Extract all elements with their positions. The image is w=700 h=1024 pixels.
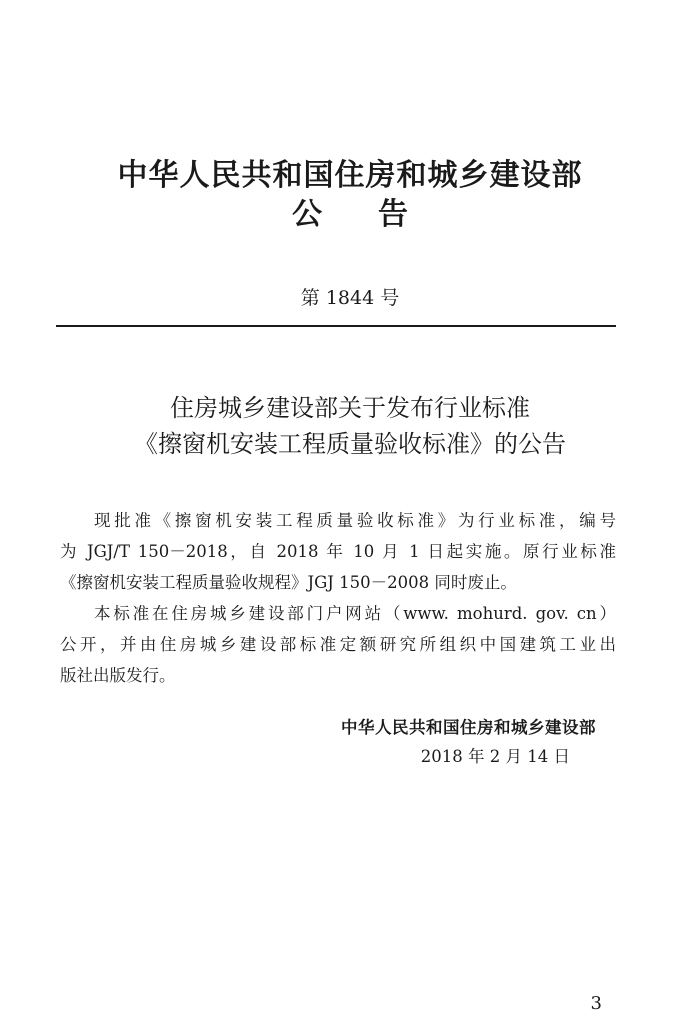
signature-date: 2018 年 2 月 14 日 — [420, 747, 570, 766]
divider-line — [56, 325, 616, 327]
notice-title-line-1: 住房城乡建设部关于发布行业标准 — [170, 394, 530, 422]
paragraph-2-line-2: 公开，并由住房城乡建设部标准定额研究所组织中国建筑工业出 — [60, 635, 616, 654]
paragraph-1-line-3: 《擦窗机安装工程质量验收规程》JGJ 150－2008 同时废止。 — [60, 573, 517, 592]
paragraph-2-line-3: 版社出版发行。 — [60, 666, 176, 685]
notice-title-line-2: 《擦窗机安装工程质量验收标准》的公告 — [134, 430, 566, 458]
page-number: 3 — [590, 993, 602, 1014]
paragraph-2-line-1: 本标准在住房城乡建设部门户网站（www. mohurd. gov. cn） — [94, 604, 616, 623]
ministry-heading: 中华人民共和国住房和城乡建设部 — [117, 158, 583, 193]
paragraph-1-line-1: 现批准《擦窗机安装工程质量验收标准》为行业标准，编号 — [94, 511, 616, 530]
paragraph-1-line-2: 为 JGJ/T 150－2018，自 2018 年 10 月 1 日起实施。原行业标准 — [60, 542, 616, 561]
issue-number: 第 1844 号 — [300, 287, 400, 309]
notice-heading: 公告 — [292, 197, 464, 232]
signature-organization: 中华人民共和国住房和城乡建设部 — [341, 718, 596, 737]
